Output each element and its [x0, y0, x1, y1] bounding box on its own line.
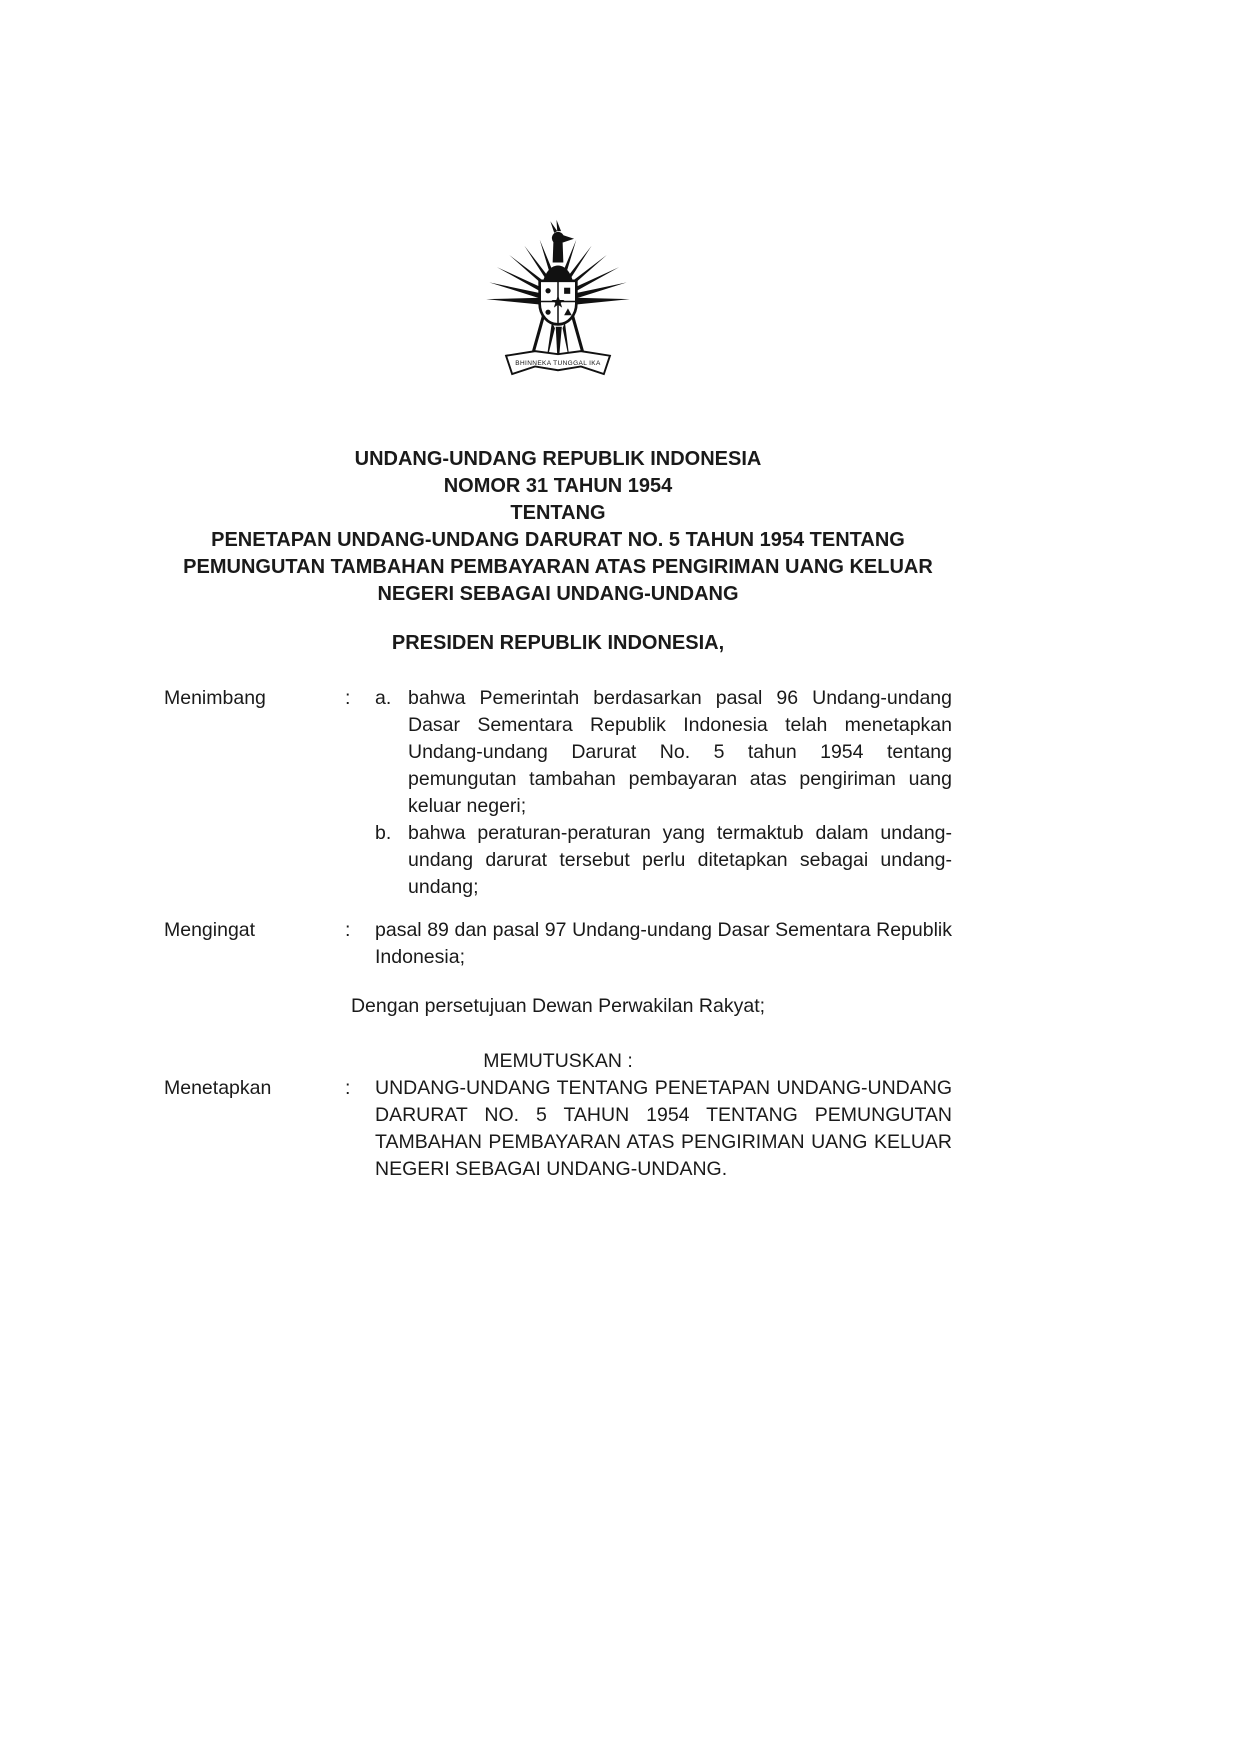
emblem-container: [164, 212, 952, 394]
item-a-marker: a.: [375, 687, 392, 709]
decision-heading: MEMUTUSKAN :: [483, 1050, 633, 1072]
mengingat-label: Mengingat: [164, 919, 256, 941]
title-line-6: NEGERI SEBAGAI UNDANG-UNDANG: [377, 583, 739, 605]
agreement-line: Dengan persetujuan Dewan Perwakilan Rakyat;: [350, 995, 766, 1017]
menimbang-body: [375, 685, 952, 901]
title-line-2: NOMOR 31 TAHUN 1954: [443, 475, 673, 497]
menetapkan-text: UNDANG-UNDANG TENTANG PENETAPAN UNDANG-UNDANG DARURAT NO. 5 TAHUN 1954 TENTANG PEMUNGUTAN TAMBAHAN PEMBAYARAN ATAS PENGIRIMAN UANG KELUAR NEGERI SEBAGAI UNDANG-UNDANG.: [375, 1077, 952, 1180]
item-b-text: bahwa peraturan-peraturan yang termaktub dalam undang- undang darurat tersebut perlu ditetapkan sebagai undang- undang;: [408, 822, 952, 898]
menimbang-label: Menimbang: [164, 687, 266, 709]
mengingat-colon: :: [345, 919, 351, 941]
pancasila-shield: [540, 281, 577, 325]
ribbon-banner: [506, 351, 610, 374]
title-line-3: TENTANG: [510, 502, 606, 524]
menimbang-colon: :: [345, 687, 351, 709]
garuda-pancasila-emblem: [477, 212, 639, 394]
document-content: [164, 0, 952, 1183]
section-menimbang: [164, 685, 952, 901]
menimbang-item-a: [375, 685, 952, 820]
section-mengingat: [164, 917, 952, 971]
menetapkan-label: Menetapkan: [164, 1077, 272, 1099]
section-menetapkan: [164, 1075, 952, 1183]
mengingat-text: pasal 89 dan pasal 97 Undang-undang Dasar Sementara Republik Indonesia;: [375, 919, 952, 968]
item-a-text: bahwa Pemerintah berdasarkan pasal 96 Undang-undang Dasar Sementara Republik Indonesia telah menetapkan Undang-undang Darurat No. 5 tahun 1954 tentang pemungutan tambahan pembayaran atas pengiriman uang keluar negeri;: [408, 687, 952, 817]
title-line-1: UNDANG-UNDANG REPUBLIK INDONESIA: [354, 448, 762, 470]
title-line-4: PENETAPAN UNDANG-UNDANG DARURAT NO. 5 TAHUN 1954 TENTANG: [211, 529, 905, 551]
menimbang-item-b: [375, 820, 952, 901]
item-b-marker: b.: [375, 822, 392, 844]
president-line: PRESIDEN REPUBLIK INDONESIA,: [391, 632, 725, 654]
menetapkan-colon: :: [345, 1077, 351, 1099]
document-title: [164, 446, 952, 608]
title-line-5: PEMUNGUTAN TAMBAHAN PEMBAYARAN ATAS PENGIRIMAN UANG KELUAR: [183, 556, 933, 578]
ribbon-text: BHINNEKA TUNGGAL IKA: [515, 359, 601, 367]
